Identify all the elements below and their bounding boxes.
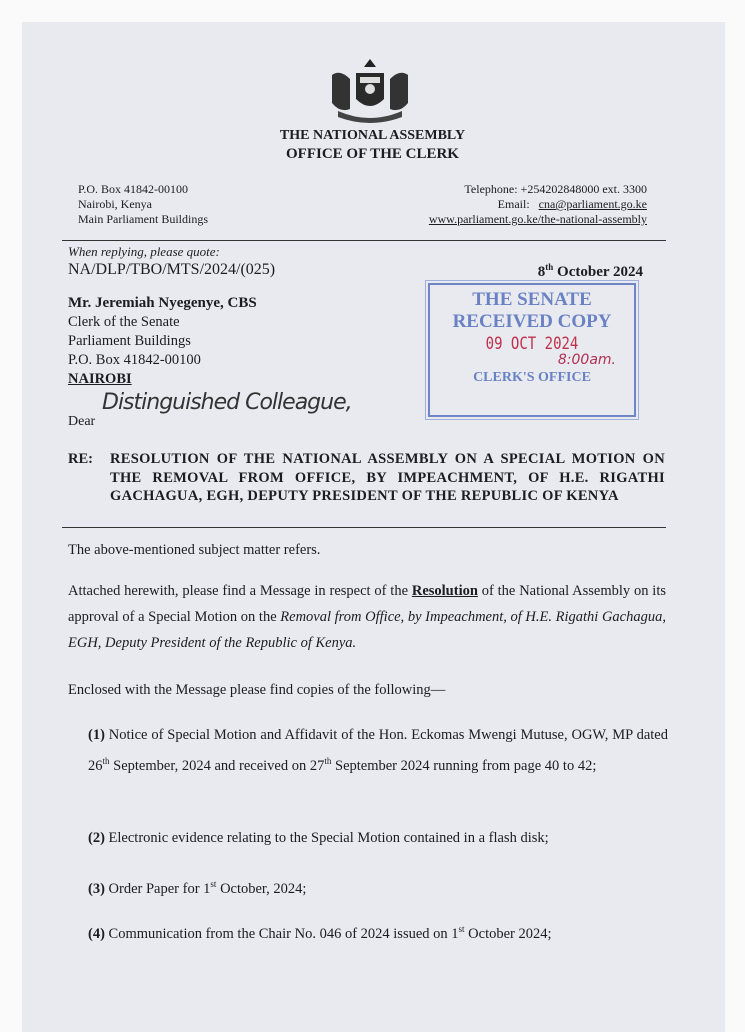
org-name: THE NATIONAL ASSEMBLY xyxy=(279,128,466,143)
email-link[interactable]: cna@parliament.go.ke xyxy=(538,197,647,211)
enclosure-item: (4) Communication from the Chair No. 046 of 2024 issued on 1st October 2024; xyxy=(88,924,552,942)
enclosure-item: (2) Electronic evidence relating to the Special Motion contained in a flash disk; xyxy=(88,830,549,846)
enclosure-item: (3) Order Paper for 1st October, 2024; xyxy=(88,879,307,897)
paragraph: Attached herewith, please find a Message in respect of the Resolution of the National Assembly on its approval of a Special Motion on the Removal from Office, by Impeachment, of H.E. Rigathi Gachagua, EGH, Deputy President of the Republic of Kenya. xyxy=(68,583,667,651)
handwritten-salutation: Distinguished Colleague, xyxy=(102,390,352,415)
subject-re: RE: xyxy=(68,451,93,467)
stamp-line: THE SENATE xyxy=(472,289,592,310)
email-label: Email: xyxy=(497,197,530,211)
recipient-name: Mr. Jeremiah Nyegenye, CBS xyxy=(68,295,257,311)
telephone: Telephone: +254202848000 ext. 3300 xyxy=(464,182,647,196)
letter-date: 8th October 2024 xyxy=(537,262,643,280)
website-link[interactable]: www.parliament.go.ke/the-national-assembly xyxy=(428,212,647,226)
subject-divider xyxy=(62,527,666,528)
stamp-office: CLERK'S OFFICE xyxy=(473,370,591,385)
stamp-date: 09 OCT 2024 xyxy=(485,334,579,354)
paragraph: Enclosed with the Message please find copies of the following— xyxy=(68,682,446,698)
subject-text: RESOLUTION OF THE NATIONAL ASSEMBLY ON A SPECIAL MOTION ON THE REMOVAL FROM OFFICE, BY IMPEACHMENT, OF H.E. RIGATHI GACHAGUA, EGH, DEPUTY PRESIDENT OF THE REPUBLIC OF KENYA xyxy=(110,451,665,504)
sender-contact xyxy=(429,182,647,227)
reference-label: When replying, please quote: xyxy=(68,244,220,259)
stamp-time: 8:00am. xyxy=(557,352,616,368)
recipient-line: Parliament Buildings xyxy=(68,333,191,349)
salutation: Dear xyxy=(68,414,96,429)
received-stamp xyxy=(428,283,636,417)
reference-number: NA/DLP/TBO/MTS/2024/(025) xyxy=(68,261,276,278)
recipient-line: Clerk of the Senate xyxy=(68,314,180,330)
enclosure-item: (1) Notice of Special Motion and Affidavit of the Hon. Eckomas Mwengi Mutuse, OGW, MP dated 26th September, 2024 and received on 27th September 2024 running from page 40 to 42; xyxy=(88,727,668,774)
office-name: OFFICE OF THE CLERK xyxy=(286,146,459,162)
recipient-line: P.O. Box 41842-00100 xyxy=(68,352,201,368)
kenya-coat-of-arms-icon xyxy=(320,55,420,127)
stamp-line: RECEIVED COPY xyxy=(452,311,612,332)
address-line: P.O. Box 41842-00100 xyxy=(78,182,189,196)
paragraph: The above-mentioned subject matter refers. xyxy=(68,542,321,558)
recipient-city: NAIROBI xyxy=(68,371,132,387)
recipient-block xyxy=(68,294,257,389)
address-line: Main Parliament Buildings xyxy=(78,212,208,226)
header-divider xyxy=(62,240,666,241)
address-line: Nairobi, Kenya xyxy=(78,197,152,211)
sender-address xyxy=(78,182,208,227)
